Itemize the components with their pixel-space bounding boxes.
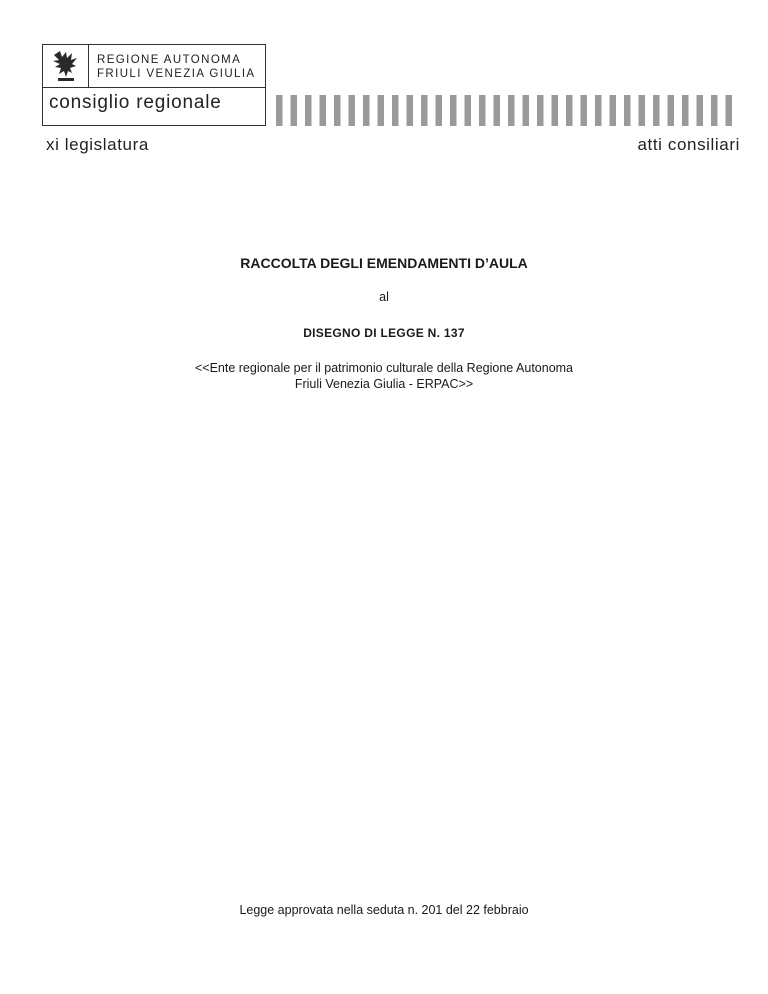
barcode-bar xyxy=(610,95,617,126)
barcode-bar xyxy=(494,95,501,126)
barcode-bar xyxy=(305,95,312,126)
bill-subject xyxy=(0,360,768,392)
barcode-bar xyxy=(552,95,559,126)
barcode-bar xyxy=(363,95,370,126)
barcode-bar xyxy=(276,95,283,126)
letterhead xyxy=(42,44,266,126)
header-divider xyxy=(43,87,265,88)
barcode-decoration xyxy=(276,95,740,126)
region-line-2: FRIULI VENEZIA GIULIA xyxy=(97,68,256,80)
approval-note: Legge approvata nella seduta n. 201 del 22 febbraio xyxy=(239,903,529,917)
region-line-1: REGIONE AUTONOMA xyxy=(97,54,242,66)
subject-line-1: <<Ente regionale per il patrimonio culturale della Regione Autonoma xyxy=(194,361,574,375)
barcode-bar xyxy=(624,95,631,126)
subject-line-2: Friuli Venezia Giulia - ERPAC>> xyxy=(294,377,474,391)
barcode-bar xyxy=(537,95,544,126)
barcode-bar xyxy=(378,95,385,126)
logo xyxy=(43,45,89,87)
barcode-bar xyxy=(508,95,515,126)
barcode-bar xyxy=(349,95,356,126)
eagle-icon xyxy=(50,49,82,83)
barcode-bar xyxy=(291,95,298,126)
barcode-bar xyxy=(320,95,327,126)
region-name xyxy=(97,53,256,81)
barcode-bar xyxy=(334,95,341,126)
barcode-bar xyxy=(436,95,443,126)
barcode-bar xyxy=(407,95,414,126)
barcode-bar xyxy=(711,95,718,126)
barcode-bar xyxy=(566,95,573,126)
section-label: atti consiliari xyxy=(637,135,740,154)
barcode-bar xyxy=(653,95,660,126)
barcode-bar xyxy=(421,95,428,126)
barcode-bar xyxy=(639,95,646,126)
barcode-bar xyxy=(726,95,733,126)
connector-text: al xyxy=(379,290,389,304)
document-title: RACCOLTA DEGLI EMENDAMENTI D’AULA xyxy=(240,255,528,271)
barcode-bar xyxy=(465,95,472,126)
legislature-label: xi legislatura xyxy=(46,135,149,154)
council-name: consiglio regionale xyxy=(49,92,222,113)
barcode-bar xyxy=(595,95,602,126)
bill-number: DISEGNO DI LEGGE N. 137 xyxy=(303,326,465,340)
barcode-bar xyxy=(392,95,399,126)
barcode-bar xyxy=(450,95,457,126)
barcode-bar xyxy=(697,95,704,126)
barcode-bar xyxy=(581,95,588,126)
barcode-bar xyxy=(682,95,689,126)
barcode-bar xyxy=(479,95,486,126)
barcode-bar xyxy=(668,95,675,126)
barcode-bar xyxy=(523,95,530,126)
